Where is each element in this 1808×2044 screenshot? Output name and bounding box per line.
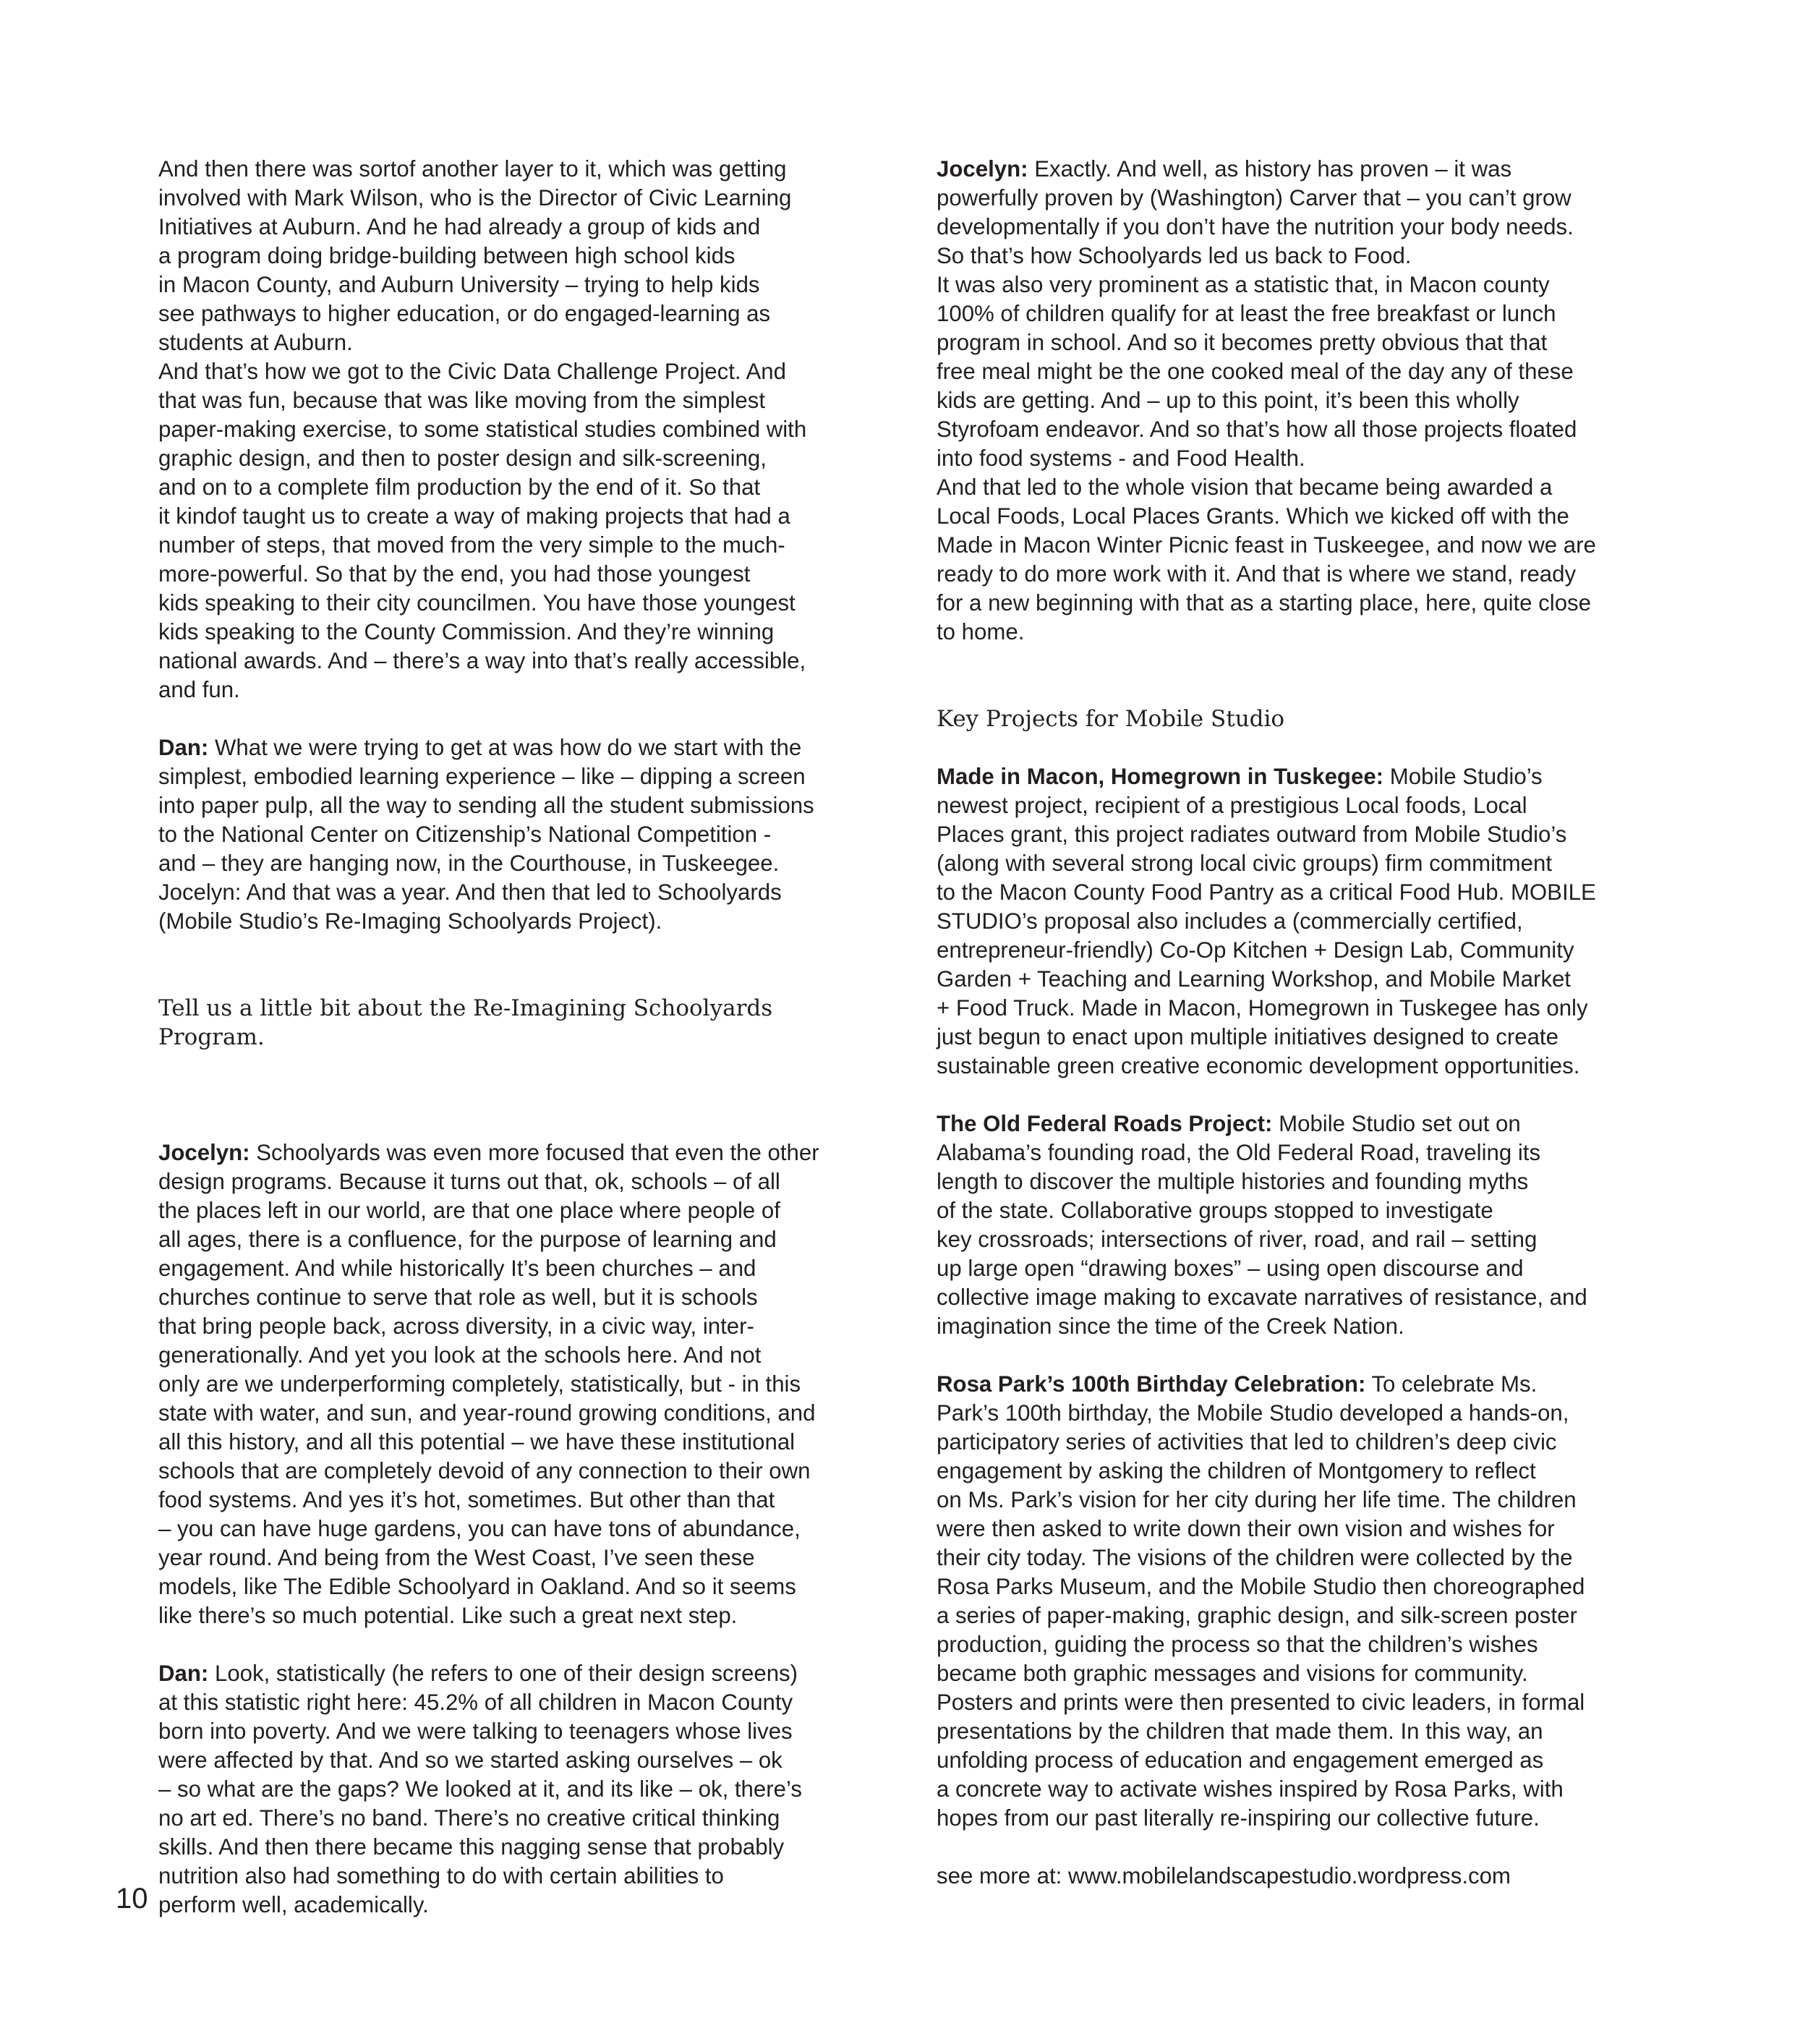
text-line: into food systems - and Food Health. [937, 446, 1305, 471]
text-line: number of steps, that moved from the very simple to the much- [158, 532, 785, 558]
text-line: entrepreneur-friendly) Co-Op Kitchen + Design Lab, Community [937, 937, 1574, 963]
text-line: Rosa Park’s 100th Birthday Celebration: To celebrate Ms. [937, 1371, 1538, 1397]
text-line: + Food Truck. Made in Macon, Homegrown in Tuskegee has only [937, 995, 1588, 1021]
text-line: perform well, academically. [158, 1892, 429, 1917]
paragraph-dan-embodied-learning [158, 733, 896, 936]
paragraph-civic-data-challenge [158, 357, 896, 704]
text-line: the places left in our world, are that one place where people of [158, 1198, 780, 1223]
text-line: a series of paper-making, graphic design, and silk-screen poster [937, 1603, 1577, 1628]
text-line: Park’s 100th birthday, the Mobile Studio developed a hands-on, [937, 1400, 1569, 1426]
text-line: became both graphic messages and visions for community. [937, 1661, 1528, 1686]
text-line: nutrition also had something to do with certain abilities to [158, 1863, 724, 1888]
text-line: that was fun, because that was like moving from the simplest [158, 388, 765, 413]
text-line: engagement by asking the children of Montgomery to reflect [937, 1458, 1536, 1483]
text-line: Made in Macon Winter Picnic feast in Tuskeegee, and now we are [937, 532, 1596, 558]
text-line: on Ms. Park’s vision for her city during her life time. The children [937, 1487, 1577, 1512]
text-line: it kindof taught us to create a way of making projects that had a [158, 503, 790, 529]
text-line: Dan: Look, statistically (he refers to one of their design screens) [158, 1661, 798, 1686]
project-title: The Old Federal Roads Project: [937, 1111, 1273, 1136]
text-line: It was also very prominent as a statistic that, in Macon county [937, 272, 1550, 297]
text-line: that bring people back, across diversity, in a civic way, inter- [158, 1313, 754, 1339]
text-line: free meal might be the one cooked meal of the day any of these [937, 359, 1574, 384]
heading-line: Tell us a little bit about the Re-Imagining Schoolyards [158, 995, 773, 1021]
speaker-label: Jocelyn: [937, 156, 1028, 182]
text-line: and on to a complete film production by the end of it. So that [158, 474, 761, 500]
section-heading-key-projects: Key Projects for Mobile Studio [937, 706, 1285, 732]
text-line: schools that are completely devoid of any connection to their own [158, 1458, 811, 1483]
text-line: (Mobile Studio’s Re-Imaging Schoolyards Project). [158, 908, 662, 934]
text-line: up large open “drawing boxes” – using open discourse and [937, 1256, 1524, 1281]
text-line: for a new beginning with that as a starting place, here, quite close [937, 590, 1591, 616]
text-line: born into poverty. And we were talking to teenagers whose lives [158, 1719, 793, 1744]
text-line: engagement. And while historically It’s been churches – and [158, 1256, 756, 1281]
text-line: kids speaking to the County Commission. And they’re winning [158, 619, 775, 644]
text-line: a concrete way to activate wishes inspired by Rosa Parks, with [937, 1776, 1564, 1802]
paragraph-jocelyn-food [937, 155, 1674, 647]
text-line: – so what are the gaps? We looked at it, and its like – ok, there’s [158, 1776, 802, 1802]
text-line: food systems. And yes it’s hot, sometimes. But other than that [158, 1487, 775, 1512]
text-line: a program doing bridge-building between high school kids [158, 243, 735, 268]
right-column [937, 155, 1674, 1891]
text-line: churches continue to serve that role as well, but it is schools [158, 1285, 758, 1310]
text-line: participatory series of activities that led to children’s deep civic [937, 1429, 1557, 1455]
text-line: So that’s how Schoolyards led us back to Food. [937, 243, 1412, 268]
text-line: Alabama’s founding road, the Old Federal Road, traveling its [937, 1140, 1541, 1165]
text-line: students at Auburn. [158, 330, 353, 355]
text-line: were affected by that. And so we started asking ourselves – ok [158, 1747, 783, 1773]
text-line: imagination since the time of the Creek Nation. [937, 1313, 1404, 1339]
text-line: year round. And being from the West Coast, I’ve seen these [158, 1545, 755, 1570]
text-line: at this statistic right here: 45.2% of all children in Macon County [158, 1690, 793, 1715]
paragraph-dan-statistics [158, 1659, 896, 1920]
text-line: Local Foods, Local Places Grants. Which we kicked off with the [937, 503, 1569, 529]
text-line: The Old Federal Roads Project: Mobile Studio set out on [937, 1111, 1521, 1136]
text-line: to the Macon County Food Pantry as a critical Food Hub. MOBILE [937, 880, 1596, 905]
text-line: Jocelyn: Exactly. And well, as history has proven – it was [937, 156, 1512, 182]
text-line: and – they are hanging now, in the Courthouse, in Tuskeegee. [158, 851, 780, 876]
text-line: kids speaking to their city councilmen. You have those youngest [158, 590, 796, 616]
text-line: models, like The Edible Schoolyard in Oakland. And so it seems [158, 1574, 796, 1599]
text-line: like there’s so much potential. Like such a great next step. [158, 1603, 738, 1628]
text-line: were then asked to write down their own vision and wishes for [937, 1516, 1555, 1541]
text-line: Jocelyn: Schoolyards was even more focused that even the other [158, 1140, 819, 1165]
text-line: (along with several strong local civic groups) firm commitment [937, 851, 1553, 876]
text-line: involved with Mark Wilson, who is the Director of Civic Learning [158, 185, 792, 210]
text-line: Places grant, this project radiates outward from Mobile Studio’s [937, 822, 1567, 847]
text-line: to the National Center on Citizenship’s National Competition - [158, 822, 772, 847]
text-line: Jocelyn: And that was a year. And then that led to Schoolyards [158, 880, 782, 905]
text-line: And then there was sortof another layer to it, which was getting [158, 156, 787, 182]
heading-line: Program. [158, 1024, 265, 1050]
text-line: only are we underperforming completely, statistically, but - in this [158, 1371, 801, 1397]
text-line: skills. And then there became this nagging sense that probably [158, 1834, 785, 1860]
text-line: Dan: What we were trying to get at was how do we start with the [158, 735, 802, 760]
text-line: simplest, embodied learning experience – like – dipping a screen [158, 764, 806, 789]
text-line: program in school. And so it becomes pretty obvious that that [937, 330, 1548, 355]
text-line: all this history, and all this potential – we have these institutional [158, 1429, 796, 1455]
text-line: of the state. Collaborative groups stopped to investigate [937, 1198, 1493, 1223]
paragraph-mark-wilson [158, 155, 896, 357]
text-line: hopes from our past literally re-inspiring our collective future. [937, 1805, 1540, 1831]
text-line: And that’s how we got to the Civic Data Challenge Project. And [158, 359, 786, 384]
project-title: Rosa Park’s 100th Birthday Celebration: [937, 1371, 1366, 1397]
text-line: Initiatives at Auburn. And he had already a group of kids and [158, 214, 761, 239]
text-line: powerfully proven by (Washington) Carver that – you can’t grow [937, 185, 1572, 210]
text-line: generationally. And yet you look at the schools here. And not [158, 1342, 762, 1368]
section-heading-schoolyards [158, 994, 896, 1052]
text-line: unfolding process of education and engagement emerged as [937, 1747, 1544, 1773]
text-line: Rosa Parks Museum, and the Mobile Studio then choreographed [937, 1574, 1585, 1599]
text-line: paper-making exercise, to some statistical studies combined with [158, 417, 807, 442]
speaker-label: Dan: [158, 735, 209, 760]
text-line: national awards. And – there’s a way into that’s really accessible, [158, 648, 806, 673]
page-number: 10 [116, 1883, 148, 1915]
text-line: see pathways to higher education, or do engaged-learning as [158, 301, 771, 326]
speaker-label: Jocelyn: [158, 1140, 250, 1165]
text-line: Garden + Teaching and Learning Workshop, and Mobile Market [937, 966, 1571, 992]
text-line: design programs. Because it turns out that, ok, schools – of all [158, 1169, 780, 1194]
text-line: ready to do more work with it. And that is where we stand, ready [937, 561, 1577, 587]
text-line: presentations by the children that made them. In this way, an [937, 1719, 1543, 1744]
text-line: STUDIO’s proposal also includes a (commercially certified, [937, 908, 1523, 934]
paragraph-rosa-parks [937, 1370, 1674, 1833]
text-line: state with water, and sun, and year-round growing conditions, and [158, 1400, 816, 1426]
text-line: newest project, recipient of a prestigious Local foods, Local [937, 793, 1527, 818]
project-title: Made in Macon, Homegrown in Tuskegee: [937, 764, 1384, 789]
text-line: – you can have huge gardens, you can have tons of abundance, [158, 1516, 801, 1541]
text-line: key crossroads; intersections of river, road, and rail – setting [937, 1227, 1538, 1252]
text-line: collective image making to excavate narratives of resistance, and [937, 1285, 1587, 1310]
text-line: developmentally if you don’t have the nutrition your body needs. [937, 214, 1574, 239]
text-line: production, guiding the process so that the children’s wishes [937, 1632, 1538, 1657]
speaker-label: Dan: [158, 1661, 209, 1686]
text-line: and fun. [158, 677, 240, 702]
paragraph-made-in-macon [937, 762, 1674, 1081]
paragraph-jocelyn-schoolyards [158, 1138, 896, 1630]
text-line: 100% of children qualify for at least the free breakfast or lunch [937, 301, 1556, 326]
text-line: sustainable green creative economic development opportunities. [937, 1053, 1580, 1078]
text-line: kids are getting. And – up to this point, it’s been this wholly [937, 388, 1519, 413]
text-line: to home. [937, 619, 1025, 644]
text-line: all ages, there is a confluence, for the purpose of learning and [158, 1227, 777, 1252]
text-line: just begun to enact upon multiple initiatives designed to create [937, 1024, 1558, 1049]
text-line: Styrofoam endeavor. And so that’s how all those projects floated [937, 417, 1577, 442]
text-line: graphic design, and then to poster design and silk-screening, [158, 446, 767, 471]
see-more-link[interactable]: see more at: www.mobilelandscapestudio.wordpress.com [937, 1863, 1511, 1888]
text-line: And that led to the whole vision that became being awarded a [937, 474, 1553, 500]
text-line: into paper pulp, all the way to sending all the student submissions [158, 793, 814, 818]
paragraph-old-federal-roads [937, 1110, 1674, 1341]
left-column [158, 155, 896, 1920]
text-line: length to discover the multiple histories and founding myths [937, 1169, 1529, 1194]
text-line: more-powerful. So that by the end, you had those youngest [158, 561, 751, 587]
text-line: their city today. The visions of the children were collected by the [937, 1545, 1573, 1570]
text-line: in Macon County, and Auburn University – trying to help kids [158, 272, 760, 297]
text-line: Made in Macon, Homegrown in Tuskegee: Mobile Studio’s [937, 764, 1543, 789]
text-line: Posters and prints were then presented to civic leaders, in formal [937, 1690, 1585, 1715]
text-line: no art ed. There’s no band. There’s no creative critical thinking [158, 1805, 780, 1831]
